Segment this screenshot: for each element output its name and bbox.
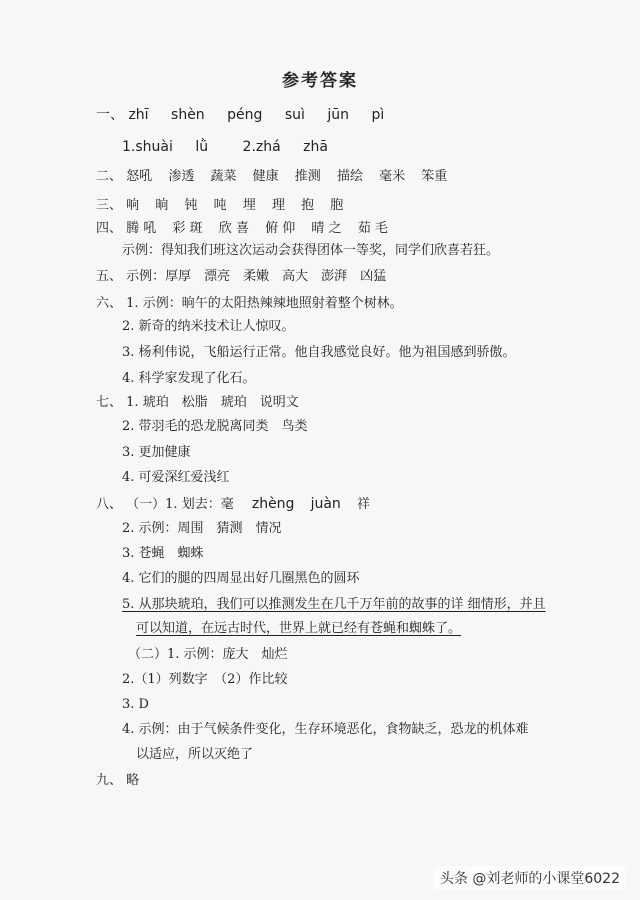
section-9-row: [96, 772, 139, 790]
word: 理: [271, 198, 285, 213]
section-9-prefix: 九、: [96, 773, 123, 788]
pinyin-item: shèn: [171, 107, 205, 123]
char: 喜: [235, 221, 249, 236]
part-1-head: （一）1. 划去：毫: [126, 497, 234, 512]
word: 健康: [252, 169, 279, 184]
answer-line: 3. D: [122, 697, 149, 712]
watermark: 头条 @刘老师的小课堂6022: [434, 866, 626, 890]
char: 毛: [374, 221, 388, 236]
section-4-prefix: 四、: [96, 221, 123, 236]
section-8-row: [96, 495, 370, 514]
answer-line: 2. 带羽毛的恐龙脱离同类 鸟类: [122, 419, 308, 434]
pinyin-item: péng: [227, 107, 263, 123]
section-9-text: 略: [126, 773, 140, 788]
word: 推测: [294, 169, 321, 184]
section-3-row: [96, 197, 343, 215]
pinyin-item: suì: [284, 107, 305, 123]
pinyin-item: 1.shuài: [122, 139, 173, 155]
section-4-row: [96, 220, 388, 238]
answer-line: 1. 琥珀 松脂 琥珀 说明文: [126, 395, 299, 410]
answer-line: 3. 更加健康: [122, 445, 191, 460]
pinyin-item: jūn: [327, 107, 350, 123]
word: 毫米: [379, 169, 406, 184]
word: 晌: [155, 198, 169, 213]
answer-line: 4. 可爱深红爱浅红: [122, 470, 230, 485]
word: 响: [126, 198, 140, 213]
pinyin-item: zhā: [303, 139, 328, 155]
char: 斑: [189, 221, 203, 236]
underlined-answer-line: 5. 从那块琥珀，我们可以推测发生在几千万年前的故事的详 细情形，并且: [122, 597, 546, 612]
pinyin-item: juàn: [310, 496, 341, 512]
section-3-prefix: 三、: [96, 198, 123, 213]
word: 胞: [330, 198, 344, 213]
answer-line: 2.（1）列数字 （2）作比较: [122, 672, 288, 687]
word: 吨: [213, 198, 227, 213]
char: 彩: [172, 221, 186, 236]
section-6-prefix: 六、: [96, 296, 123, 311]
answer-line: 4. 科学家发现了化石。: [122, 371, 256, 386]
part-1-tail: 祥: [356, 497, 370, 512]
section-7-row: [96, 394, 299, 412]
answer-line-continued: 以适应，所以灭绝了: [136, 747, 254, 762]
section-1-row: [96, 106, 384, 124]
underlined-answer-line: 可以知道，在远古时代，世界上就已经有苍蝇和蜘蛛了。: [136, 621, 462, 636]
answer-line: 3. 苍蝇 蜘蛛: [122, 546, 204, 561]
word: 埋: [242, 198, 256, 213]
word: 钝: [184, 198, 198, 213]
answer-line: 1. 示例：晌午的太阳热辣辣地照射着整个树林。: [126, 296, 403, 311]
word: 怒吼: [126, 169, 153, 184]
section-4-example: 示例：得知我们班这次运动会获得团体一等奖，同学们欣喜若狂。: [122, 243, 500, 258]
answer-line: 4. 示例：由于气候条件变化，生存环境恶化，食物缺乏，恐龙的机体难: [122, 722, 529, 737]
answer-line: 4. 它们的腿的四周显出好几圈黑色的圆环: [122, 571, 360, 586]
answer-line: 2. 新奇的纳米技术让人惊叹。: [122, 319, 295, 334]
word: 笨重: [421, 169, 448, 184]
section-1-sub-row: [122, 138, 328, 156]
section-1-prefix: 一、: [96, 107, 124, 123]
section-7-prefix: 七、: [96, 395, 123, 410]
pinyin-item: lǜ: [195, 139, 209, 155]
section-6-row: [96, 295, 403, 313]
section-2-prefix: 二、: [96, 169, 123, 184]
part-2-row: （二）1. 示例：庞大 灿烂: [128, 647, 288, 662]
section-2-row: [96, 168, 447, 186]
pinyin-item: 2.zhá: [242, 139, 281, 155]
char: 俯: [265, 221, 279, 236]
section-8-prefix: 八、: [96, 497, 123, 512]
page-title: 参考答案: [282, 71, 358, 91]
answer-line: 3. 杨利伟说，飞船运行正常。他自我感觉良好。他为祖国感到骄傲。: [122, 345, 516, 360]
word: 渗透: [168, 169, 195, 184]
char: 晴: [311, 221, 325, 236]
char: 仰: [282, 221, 296, 236]
word: 描绘: [336, 169, 363, 184]
char: 茹: [357, 221, 371, 236]
word: 抱: [301, 198, 315, 213]
pinyin-item: zhèng: [251, 496, 295, 512]
section-5-row: [96, 268, 386, 286]
section-5-prefix: 五、: [96, 269, 123, 284]
word: 蔬菜: [210, 169, 237, 184]
pinyin-item: pì: [371, 107, 385, 123]
char: 吼: [143, 221, 157, 236]
answer-line: 2. 示例：周围 猜测 情况: [122, 521, 282, 536]
pinyin-item: zhī: [128, 107, 149, 123]
char: 之: [328, 221, 342, 236]
char: 腾: [126, 221, 140, 236]
section-5-text: 示例：厚厚 漂亮 柔嫩 高大 澎湃 凶猛: [126, 269, 387, 284]
char: 欣: [218, 221, 232, 236]
